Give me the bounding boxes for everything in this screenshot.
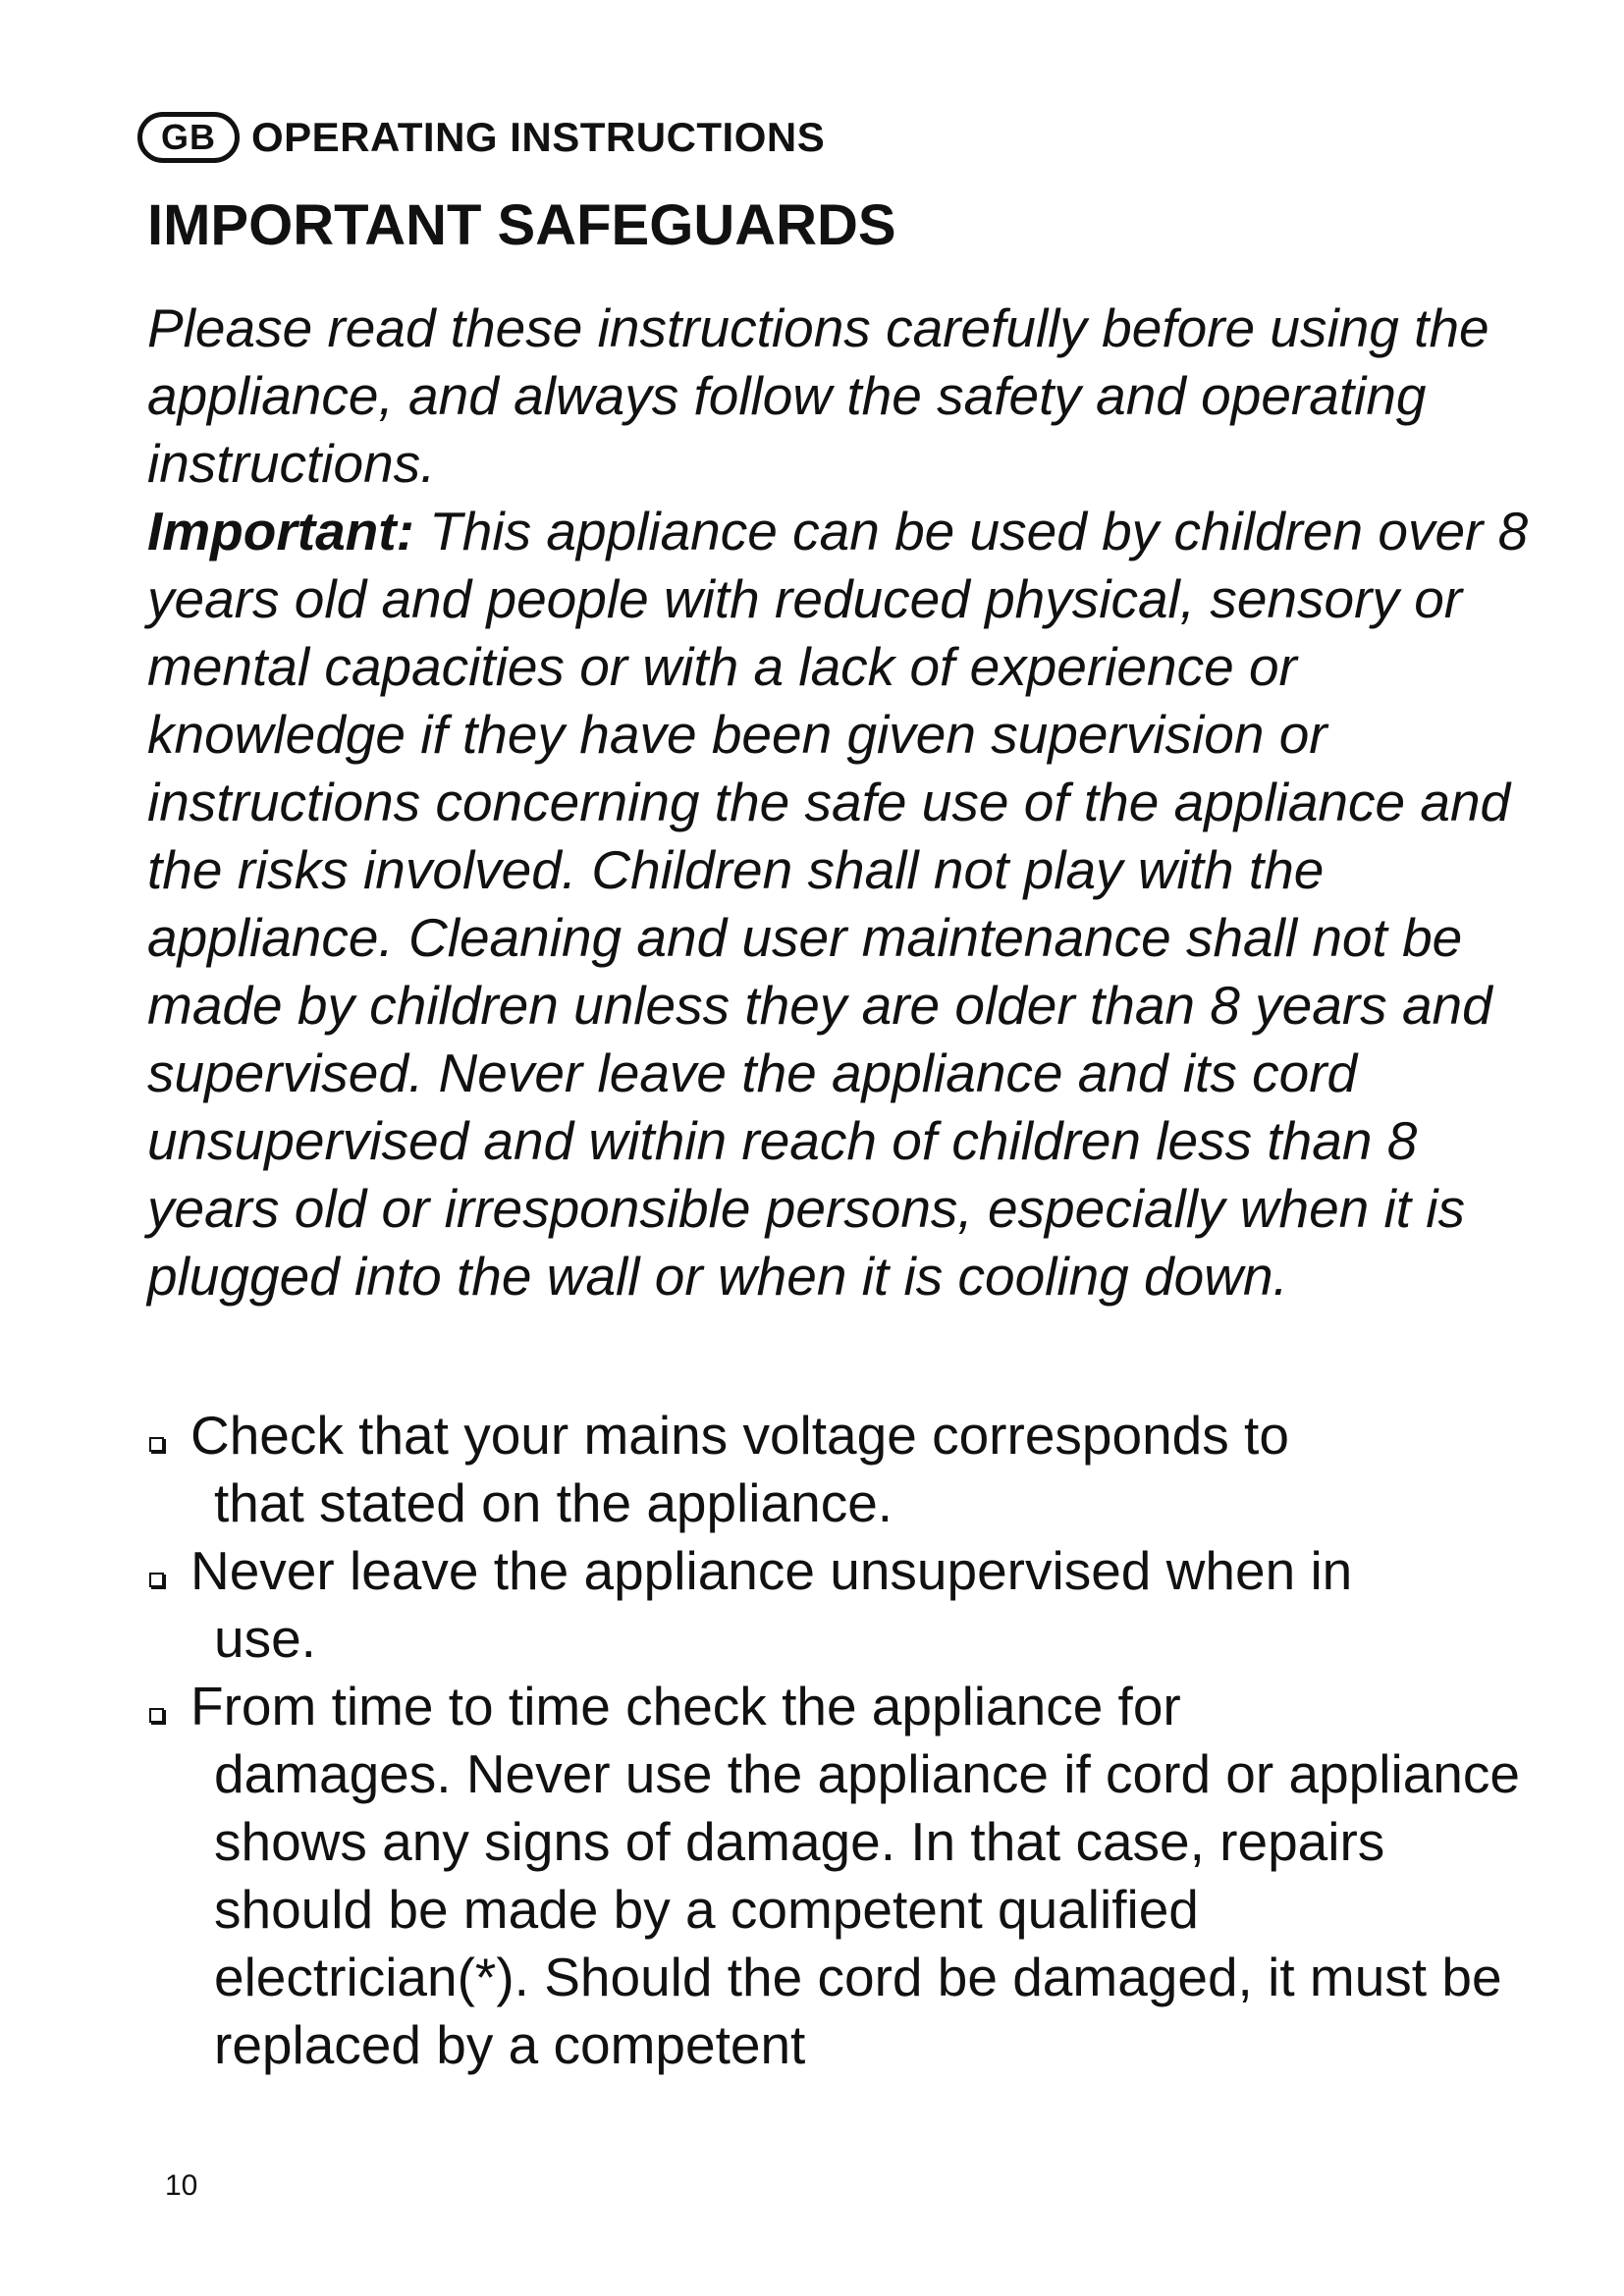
list-item-continuation: damages. Never use the appliance if cord or appliance shows any signs of damage. In that case, repairs should be made by a competent qualified electrician(*). Should the cord be damaged, it must be replaced by a competent [214, 1743, 1520, 2075]
list-item-continuation: use. [214, 1608, 316, 1669]
list-item [147, 1402, 1522, 1537]
country-badge: GB [137, 112, 240, 163]
safeguard-list [147, 1402, 1522, 2079]
read-instructions-text: Please read these instructions carefully before using the appliance, and always follow the safety and operating instructions. [147, 297, 1489, 494]
page-number: 10 [165, 2169, 198, 2202]
checkbox-bullet-icon [149, 1437, 164, 1452]
list-item-first-line: From time to time check the appliance for [190, 1676, 1181, 1736]
list-item [147, 1673, 1522, 2079]
important-text: This appliance can be used by children over 8 years old and people with reduced physical, sensory or mental capacities or with a lack of experience or knowledge if they have been given supervision or instructions concerning the safe use of the appliance and the risks involved. Children shall not play with the appliance. Cleaning and user maintenance shall not be made by children unless they are older than 8 years and supervised. Never leave the appliance and its cord unsupervised and within reach of children less than 8 years old or irresponsible persons, especially when it is plugged into the wall or when it is cooling down. [147, 501, 1529, 1307]
checkbox-bullet-icon [149, 1573, 164, 1587]
list-item-first-line: Never leave the appliance unsupervised when in [190, 1540, 1353, 1601]
list-item-first-line: Check that your mains voltage corresponds to [190, 1405, 1289, 1466]
section-title: IMPORTANT SAFEGUARDS [147, 193, 896, 257]
intro-paragraph [147, 294, 1542, 1310]
list-item-continuation: that stated on the appliance. [214, 1472, 893, 1533]
checkbox-bullet-icon [149, 1708, 164, 1723]
list-item [147, 1537, 1522, 1673]
header-title: OPERATING INSTRUCTIONS [251, 114, 826, 160]
important-label: Important: [147, 501, 414, 561]
document-header [137, 110, 825, 165]
